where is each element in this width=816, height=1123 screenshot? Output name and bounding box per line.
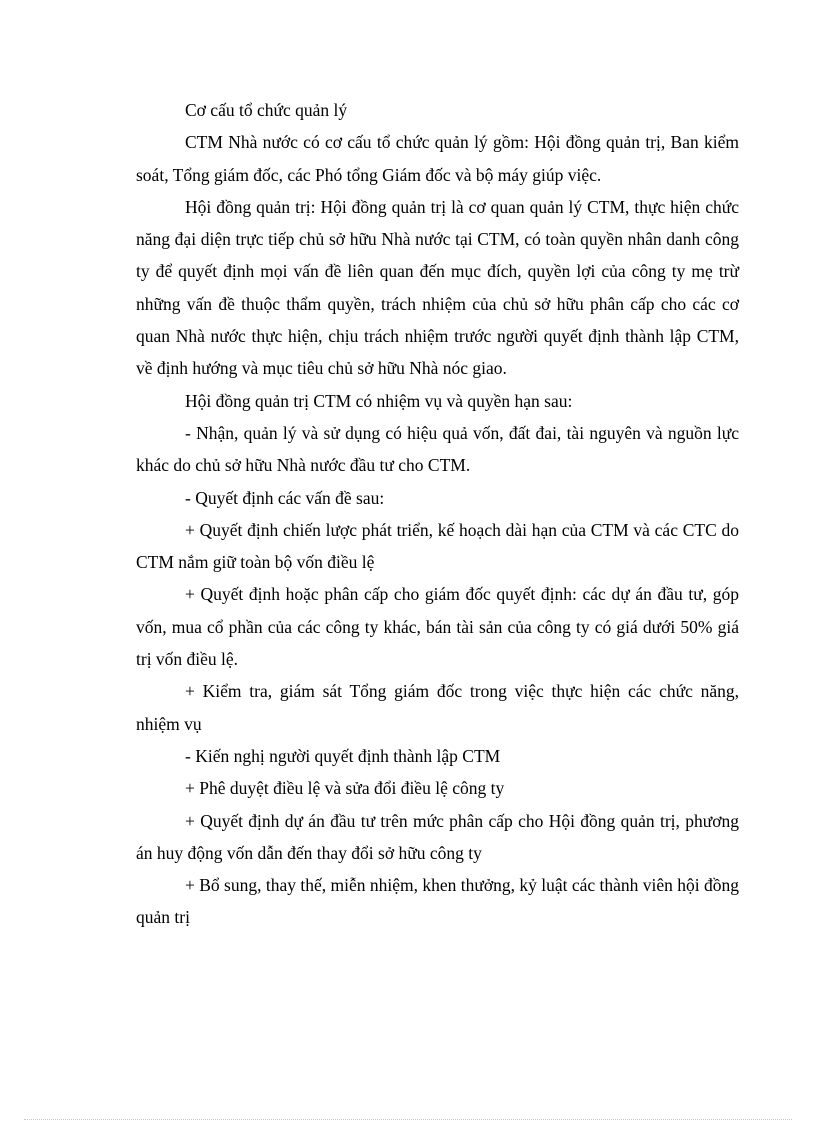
paragraph-board-duties-intro: Hội đồng quản trị CTM có nhiệm vụ và quyền hạn sau: (185, 390, 573, 411)
document-body (136, 94, 739, 934)
sub-item-supervision: + Kiểm tra, giám sát Tổng giám đốc trong việc thực hiện các chức năng, nhiệm vụ (136, 681, 739, 734)
section-heading: Cơ cấu tổ chức quản lý (185, 100, 348, 120)
sub-item-investment: + Quyết định dự án đầu tư trên mức phân cấp cho Hội đồng quản trị, phương án huy động vốn dẫn đến thay đổi sở hữu công ty (136, 810, 739, 863)
list-item-propose: - Kiến nghị người quyết định thành lập CTM (185, 745, 501, 766)
paragraph-board-definition: Hội đồng quản trị: Hội đồng quản trị là cơ quan quản lý CTM, thực hiện chức năng đại diện trực tiếp chủ sở hữu Nhà nước tại CTM, có toàn quyền nhân danh công ty để quyết định mọi vấn đề liên quan đến mục đích, quyền lợi của công ty mẹ trừ những vấn đề thuộc thẩm quyền, trách nhiệm của chủ sở hữu phân cấp cho các cơ quan Nhà nước thực hiện, chịu trách nhiệm trước người quyết định thành lập CTM, về định hướng và mục tiêu chủ sở hữu Nhà nóc giao. (136, 196, 739, 379)
paragraph-structure-overview: CTM Nhà nước có cơ cấu tổ chức quản lý gồm: Hội đồng quản trị, Ban kiểm soát, Tổng giám đốc, các Phó tổng Giám đốc và bộ máy giúp việc. (136, 132, 739, 185)
sub-item-board-members: + Bổ sung, thay thế, miễn nhiệm, khen thưởng, kỷ luật các thành viên hội đồng quản trị (136, 875, 740, 928)
sub-item-strategy: + Quyết định chiến lược phát triển, kế hoạch dài hạn của CTM và các CTC do CTM nắm giữ toàn bộ vốn điều lệ (136, 519, 739, 573)
page-bottom-divider (24, 1119, 792, 1120)
list-item-decide-matters: - Quyết định các vấn đề sau: (185, 487, 385, 508)
sub-item-delegation: + Quyết định hoặc phân cấp cho giám đốc quyết định: các dự án đầu tư, góp vốn, mua cổ phần của các công ty khác, bán tài sản của công ty có giá dưới 50% giá trị vốn điều lệ. (136, 584, 739, 670)
sub-item-charter: + Phê duyệt điều lệ và sửa đổi điều lệ công ty (185, 778, 505, 799)
list-item-receive-manage: - Nhận, quản lý và sử dụng có hiệu quả vốn, đất đai, tài nguyên và nguồn lực khác do chủ sở hữu Nhà nước đầu tư cho CTM. (136, 422, 739, 476)
